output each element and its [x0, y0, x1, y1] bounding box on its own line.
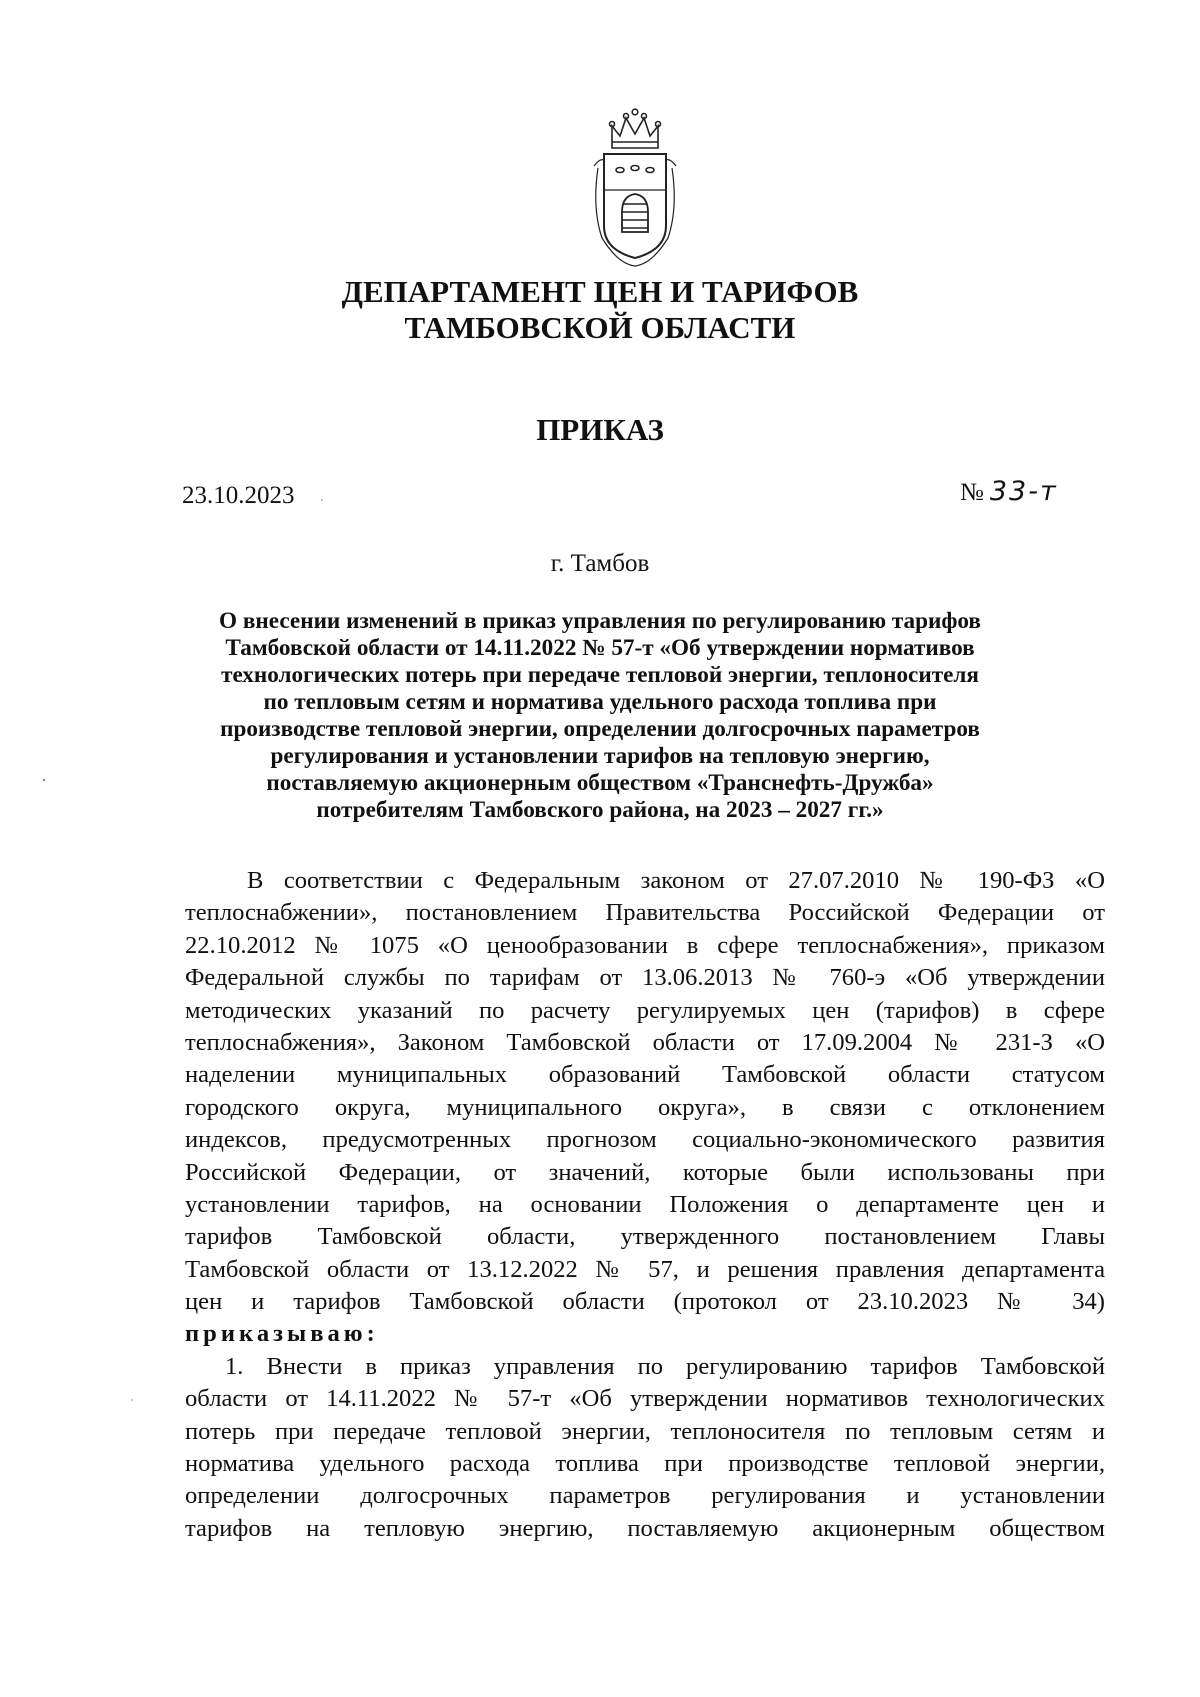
subject-line: регулирования и установлении тарифов на тепловую энергию, — [270, 743, 930, 769]
item1-line: тарифов на тепловую энергию, поставляемую акционерным обществом — [185, 1514, 1105, 1542]
item1-line: потерь при передаче тепловой энергии, теплоносителя по тепловым сетям и — [185, 1417, 1105, 1445]
preamble-line: Тамбовской области от 13.12.2022 № 57, и решения правления департамента — [185, 1255, 1105, 1283]
subject-line: технологических потерь при передаче тепловой энергии, теплоносителя — [221, 662, 979, 688]
preamble-line: индексов, предусмотренных прогнозом социально-экономического развития — [185, 1126, 1105, 1154]
preamble-line: Российской Федерации, от значений, которые были использованы при — [185, 1158, 1105, 1186]
subject-line: поставляемую акционерным обществом «Транснефть-Дружба» — [266, 770, 934, 796]
subject-line: по тепловым сетям и норматива удельного расхода топлива при — [263, 689, 937, 715]
preamble-line: установлении тарифов, на основании Положения о департаменте цен и — [185, 1190, 1105, 1218]
item1-line: определении долгосрочных параметров регулирования и установлении — [185, 1482, 1105, 1510]
subject-line: Тамбовской области от 14.11.2022 № 57-т «Об утверждении нормативов — [225, 635, 975, 661]
preamble-line: теплоснабжении», постановлением Правительства Российской Федерации от — [185, 899, 1105, 927]
document-number — [960, 476, 1058, 507]
preamble-line: городского округа, муниципального округа», в связи с отклонением — [185, 1093, 1105, 1121]
preamble-line: Федеральной службы по тарифам от 13.06.2013 № 760-э «Об утверждении — [185, 964, 1105, 992]
subject-line: О внесении изменений в приказ управления по регулированию тарифов — [219, 608, 981, 634]
order-subject — [170, 608, 1030, 824]
handwritten-number: 33-т — [989, 476, 1058, 507]
number-sign: № — [960, 479, 984, 506]
preamble-line: 22.10.2012 № 1075 «О ценообразовании в сфере теплоснабжения», приказом — [185, 931, 1105, 959]
preamble-line: наделении муниципальных образований Тамбовской области статусом — [185, 1061, 1105, 1089]
order-word: приказываю: — [185, 1320, 379, 1348]
item1-line: норматива удельного расхода топлива при производстве тепловой энергии, — [185, 1450, 1105, 1478]
item1-line: 1. Внести в приказ управления по регулированию тарифов Тамбовской — [225, 1352, 1105, 1380]
organization-name-line1: ДЕПАРТАМЕНТ ЦЕН И ТАРИФОВ — [341, 274, 859, 309]
order-word-line — [185, 1318, 1105, 1350]
preamble-line: В соответствии с Федеральным законом от 27.07.2010 № 190-ФЗ «О — [247, 867, 1105, 894]
order-body — [185, 865, 1105, 1545]
preamble-line: цен и тарифов Тамбовской области (протокол от 23.10.2023 № 34) — [185, 1288, 1105, 1316]
preamble-line: тарифов Тамбовской области, утвержденного постановлением Главы — [185, 1223, 1105, 1251]
coat-of-arms-icon — [582, 108, 688, 268]
organization-name-line2: ТАМБОВСКОЙ ОБЛАСТИ — [404, 310, 796, 345]
preamble-line: методических указаний по расчету регулируемых цен (тарифов) в сфере — [185, 996, 1105, 1024]
city-name: г. Тамбов — [550, 550, 650, 577]
item1-line: области от 14.11.2022 № 57-т «Об утверждении нормативов технологических — [185, 1385, 1105, 1413]
document-date: 23.10.2023 — [182, 482, 295, 509]
preamble-line: теплоснабжения», Законом Тамбовской области от 17.09.2004 № 231-З «О — [185, 1028, 1105, 1056]
subject-line: производстве тепловой энергии, определении долгосрочных параметров — [220, 716, 980, 742]
subject-line: потребителям Тамбовского района, на 2023 – 2027 гг.» — [316, 797, 884, 823]
document-type-title: ПРИКАЗ — [536, 412, 664, 447]
